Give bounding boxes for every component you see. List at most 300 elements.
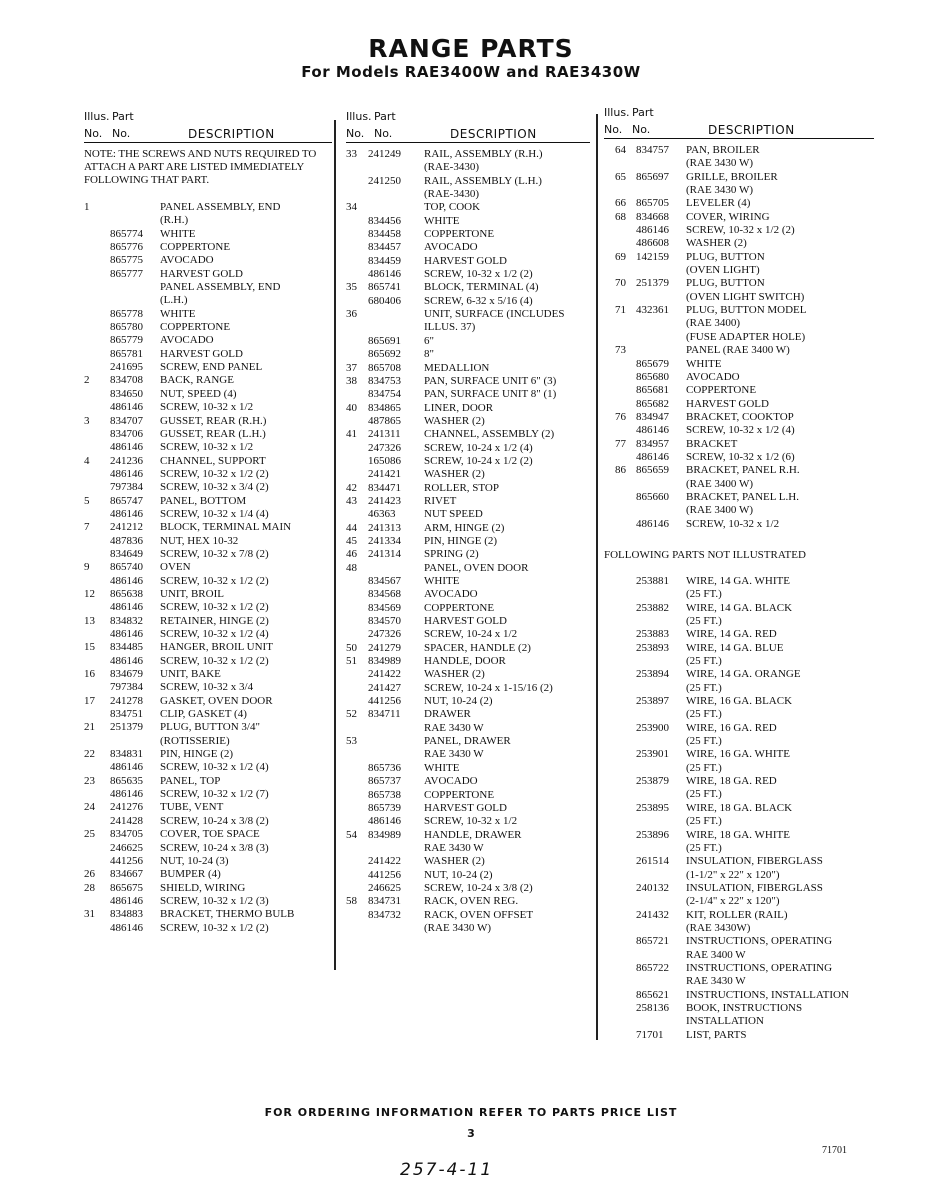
part-description: PLUG, BUTTON (OVEN LIGHT) (686, 250, 765, 277)
part-description: SCREW, 10-32 x 1/2 (424, 815, 518, 828)
part-row (84, 455, 332, 468)
header-rule (604, 138, 874, 139)
illus-number: 23 (84, 774, 95, 787)
part-number: 241427 (368, 681, 401, 694)
part-row (604, 518, 874, 531)
part-row (346, 241, 590, 254)
part-number: 165086 (368, 454, 401, 467)
part-row (346, 255, 590, 268)
part-number: 865675 (110, 881, 143, 894)
part-row (346, 869, 590, 882)
part-description: AVOCADO (424, 588, 478, 601)
part-row (346, 602, 590, 615)
part-description: SCREW, 10-32 x 1/2 (4) (686, 424, 795, 437)
part-number: 865692 (368, 348, 401, 361)
part-number: 241236 (110, 454, 143, 467)
part-number: 834947 (636, 410, 669, 423)
illus-number: 50 (346, 641, 357, 654)
part-number: 486146 (110, 761, 143, 774)
part-description: NUT, SPEED (4) (160, 387, 237, 400)
illus-number: 70 (615, 277, 626, 290)
part-number: 241276 (110, 801, 143, 814)
part-row (604, 722, 874, 749)
part-row (604, 144, 874, 171)
part-row (346, 455, 590, 468)
part-description: BRACKET, PANEL R.H. (RAE 3400 W) (686, 464, 800, 490)
page-subtitle: For Models RAE3400W and RAE3430W (301, 63, 641, 81)
part-row (346, 708, 590, 735)
illus-number: 45 (346, 534, 357, 547)
part-number: 486146 (110, 507, 143, 520)
part-row (346, 682, 590, 695)
part-description: PAN, SURFACE UNIT 8" (1) (424, 388, 557, 401)
part-number: 865682 (636, 397, 669, 410)
part-description: RAIL, ASSEMBLY (L.H.) (RAE-3430) (424, 174, 542, 201)
part-row (604, 251, 874, 278)
part-row (604, 411, 874, 424)
parts-list (604, 144, 874, 531)
part-row (84, 828, 332, 841)
part-row (84, 708, 332, 721)
illus-number: 86 (615, 464, 626, 477)
part-row (84, 842, 332, 855)
part-row (604, 398, 874, 411)
part-row (346, 615, 590, 628)
part-row (346, 268, 590, 281)
illus-number: 1 (84, 201, 90, 213)
part-description: COPPERTONE (424, 788, 495, 801)
part-row (84, 481, 332, 494)
part-description: WASHER (2) (424, 855, 485, 868)
part-number: 142159 (636, 250, 669, 263)
part-number: 241311 (368, 428, 401, 441)
illus-number: 66 (615, 197, 626, 210)
part-row (84, 308, 332, 321)
part-description: BUMPER (4) (160, 868, 221, 881)
part-description: GASKET, OVEN DOOR (160, 694, 273, 707)
part-number: 865737 (368, 775, 401, 788)
part-row (346, 281, 590, 294)
part-row (346, 295, 590, 308)
part-row (604, 775, 874, 802)
part-description: SCREW, 10-24 x 1/2 (2) (424, 454, 533, 467)
part-row (84, 588, 332, 601)
part-row (346, 628, 590, 641)
illus-number: 3 (84, 414, 90, 427)
part-number: 241249 (368, 148, 401, 160)
part-number: 834731 (368, 895, 401, 908)
part-row (346, 308, 590, 335)
part-number: 834459 (368, 254, 401, 267)
parts-list (346, 148, 590, 935)
part-number: 432361 (636, 304, 669, 317)
part-description: AVOCADO (424, 241, 478, 254)
part-row (346, 482, 590, 495)
part-description: SCREW, 10-32 x 1/2 (6) (686, 450, 795, 463)
part-number: 797384 (110, 481, 143, 494)
part-number: 241432 (636, 908, 669, 921)
part-row (84, 508, 332, 521)
part-number: 865635 (110, 774, 143, 787)
parts-list (84, 201, 332, 935)
part-description: INSULATION, FIBERGLASS (1-1/2" x 22" x 120") (686, 855, 823, 881)
part-number: 865739 (368, 801, 401, 814)
part-number: 865659 (636, 464, 669, 477)
part-number: 834757 (636, 144, 669, 156)
part-row (84, 495, 332, 508)
part-row (604, 424, 874, 437)
part-row (346, 548, 590, 561)
part-number: 486146 (110, 921, 143, 934)
part-number: 834456 (368, 214, 401, 227)
part-description: HARVEST GOLD (160, 267, 243, 280)
part-description: AVOCADO (160, 334, 214, 347)
part-label: Part (632, 106, 654, 119)
part-row (84, 908, 332, 921)
part-description: SCREW, 10-24 x 1/2 (4) (424, 441, 533, 454)
part-description: WHITE (160, 227, 196, 240)
part-description: TUBE, VENT (160, 801, 224, 814)
part-label: Part (374, 110, 396, 123)
part-row (346, 522, 590, 535)
part-row (346, 175, 590, 202)
part-row (604, 642, 874, 669)
part-number: 487836 (110, 534, 143, 547)
part-description: HANGER, BROIL UNIT (160, 641, 273, 654)
part-row (604, 909, 874, 936)
part-row (84, 668, 332, 681)
part-description: ROLLER, STOP (424, 481, 499, 494)
part-description: PANEL (RAE 3400 W) (686, 344, 790, 357)
part-description: HARVEST GOLD (160, 347, 243, 360)
part-description: NUT, 10-24 (3) (160, 854, 229, 867)
part-description: BRACKET, PANEL L.H. (RAE 3400 W) (686, 490, 799, 517)
part-row (84, 721, 332, 748)
part-row (346, 535, 590, 548)
part-row (346, 402, 590, 415)
header-rule (346, 142, 590, 143)
illus-number: 25 (84, 828, 95, 841)
part-row (84, 321, 332, 334)
part-description: GUSSET, REAR (L.H.) (160, 427, 266, 440)
part-number: 258136 (636, 1001, 669, 1014)
part-description: SCREW, 10-32 x 1/2 (2) (686, 224, 795, 237)
part-description: WASHER (2) (686, 237, 747, 250)
part-row (346, 415, 590, 428)
part-number: 253896 (636, 828, 669, 841)
part-row (346, 575, 590, 588)
part-description: COVER, WIRING (686, 210, 770, 223)
part-row (346, 215, 590, 228)
part-description: 8" (424, 348, 434, 361)
illus-number: 36 (346, 308, 357, 321)
part-number: 486146 (636, 517, 669, 530)
not-illustrated-heading: FOLLOWING PARTS NOT ILLUSTRATED (604, 548, 806, 561)
part-row (604, 277, 874, 304)
part-number: 241279 (368, 641, 401, 654)
part-row (604, 935, 874, 962)
part-row (84, 348, 332, 361)
illus-number: 21 (84, 721, 95, 734)
illus-number: 41 (346, 428, 357, 441)
part-number: 834458 (368, 228, 401, 241)
part-number: 834649 (110, 547, 143, 560)
part-number: 865747 (110, 494, 143, 507)
illus-number: 37 (346, 361, 357, 374)
part-description: AVOCADO (160, 254, 214, 267)
part-number: 865722 (636, 961, 669, 974)
part-description: WIRE, 18 GA. RED (25 FT.) (686, 775, 777, 801)
handwritten-annotation: 257-4-11 (400, 1160, 494, 1180)
part-row (346, 642, 590, 655)
part-number: 865774 (110, 227, 143, 240)
illus-label: Illus. (604, 106, 630, 119)
part-row (346, 829, 590, 856)
part-row (604, 829, 874, 856)
part-number: 71701 (636, 1028, 664, 1041)
part-description: SPACER, HANDLE (2) (424, 641, 531, 654)
column-header (604, 104, 874, 138)
part-description: SCREW, 10-32 x 1/2 (2) (160, 921, 269, 934)
part-description: WIRE, 14 GA. WHITE (25 FT.) (686, 574, 790, 601)
illus-number: 2 (84, 374, 90, 387)
part-description: COPPERTONE (686, 384, 757, 397)
part-row (346, 588, 590, 601)
part-description: SCREW, 10-32 x 1/2 (2) (160, 654, 269, 667)
not-illustrated-list (604, 575, 874, 1042)
part-description: CHANNEL, ASSEMBLY (2) (424, 428, 555, 441)
document-number: 71701 (822, 1145, 847, 1156)
illus-number: 5 (84, 494, 90, 507)
part-number: 865705 (636, 197, 669, 210)
part-number: 241212 (110, 521, 143, 534)
part-description: SCREW, 10-32 x 1/2 (2) (160, 467, 269, 480)
part-description: WIRE, 16 GA. WHITE (25 FT.) (686, 748, 790, 774)
part-description: PIN, HINGE (2) (160, 748, 234, 761)
part-number: 251379 (110, 721, 143, 734)
part-number: 46363 (368, 508, 396, 521)
part-number: 486146 (368, 268, 401, 281)
part-number: 241313 (368, 521, 401, 534)
illus-number: 28 (84, 881, 95, 894)
part-row (84, 254, 332, 267)
part-description: PANEL ASSEMBLY, END (R.H.) (160, 201, 281, 227)
part-description: SCREW, 10-32 x 1/2 (7) (160, 788, 269, 801)
part-number: 834485 (110, 641, 143, 654)
part-description: HARVEST GOLD (424, 801, 507, 814)
part-row (84, 441, 332, 454)
part-number: 834667 (110, 868, 143, 881)
part-row (84, 882, 332, 895)
part-description: GRILLE, BROILER (RAE 3430 W) (686, 170, 778, 197)
illus-number: 24 (84, 801, 95, 814)
part-row (346, 909, 590, 936)
part-description: SCREW, 10-32 x 1/2 (2) (160, 601, 269, 614)
part-description: SCREW, 10-32 x 3/4 (2) (160, 481, 269, 494)
description-label: DESCRIPTION (708, 123, 795, 137)
column-divider (596, 114, 598, 1040)
part-description: PLUG, BUTTON MODEL (RAE 3400) (FUSE ADAPTER HOLE) (686, 304, 807, 343)
part-number: 241334 (368, 534, 401, 547)
part-description: WIRE, 16 GA. BLACK (25 FT.) (686, 695, 793, 721)
part-number: 253900 (636, 721, 669, 734)
part-number: 441256 (110, 854, 143, 867)
part-label: Part (112, 110, 134, 123)
part-row (84, 695, 332, 708)
part-row (604, 628, 874, 641)
part-description: INSTRUCTIONS, INSTALLATION (686, 988, 849, 1001)
part-number: 865778 (110, 307, 143, 320)
part-description: RETAINER, HINGE (2) (160, 614, 269, 627)
part-description: SCREW, 10-32 x 1/2 (2) (160, 574, 269, 587)
part-row (346, 508, 590, 521)
part-row (84, 788, 332, 801)
part-description: WIRE, 18 GA. BLACK (25 FT.) (686, 801, 793, 828)
part-description: INSTRUCTIONS, OPERATING RAE 3400 W (686, 935, 833, 961)
part-description: HARVEST GOLD (424, 615, 507, 628)
part-row (604, 962, 874, 989)
part-row (346, 388, 590, 401)
part-number: 834457 (368, 241, 401, 254)
part-number: 834957 (636, 437, 669, 450)
part-number: 865781 (110, 347, 143, 360)
part-description: PANEL, BOTTOM (160, 494, 247, 507)
part-row (84, 801, 332, 814)
part-description: BRACKET, THERMO BULB (160, 908, 295, 921)
part-number: 834569 (368, 601, 401, 614)
part-number: 865691 (368, 334, 401, 347)
column-divider (334, 120, 336, 970)
part-description: HANDLE, DRAWER RAE 3430 W (424, 828, 522, 854)
part-row (604, 344, 874, 357)
illus-number: 34 (346, 201, 357, 214)
part-row (84, 361, 332, 374)
illus-number: 12 (84, 587, 95, 600)
illus-number: 15 (84, 641, 95, 654)
part-row (346, 562, 590, 575)
part-number: 834568 (368, 588, 401, 601)
part-number: 680406 (368, 294, 401, 307)
illus-number: 48 (346, 561, 357, 574)
part-number: 865740 (110, 561, 143, 574)
part-row (346, 882, 590, 895)
part-number: 253883 (636, 628, 669, 641)
header-rule (84, 142, 332, 143)
part-number: 865780 (110, 321, 143, 334)
part-row (346, 695, 590, 708)
illus-number: 53 (346, 735, 357, 748)
part-description: PAN, BROILER (RAE 3430 W) (686, 144, 760, 170)
part-row (346, 148, 590, 175)
illus-number: 51 (346, 655, 357, 668)
part-no-label: No. (632, 123, 651, 136)
part-row (84, 281, 332, 308)
part-row (604, 882, 874, 909)
part-number: 241421 (368, 468, 401, 481)
part-row (346, 802, 590, 815)
part-description: WIRE, 14 GA. BLUE (25 FT.) (686, 641, 784, 668)
part-description: SCREW, 6-32 x 5/16 (4) (424, 294, 533, 307)
part-number: 253901 (636, 748, 669, 761)
illus-no-label: No. (604, 123, 623, 136)
part-number: 251379 (636, 277, 669, 290)
illus-number: 40 (346, 401, 357, 414)
part-number: 834679 (110, 668, 143, 681)
part-row (346, 762, 590, 775)
illus-number: 16 (84, 668, 95, 681)
part-number: 486146 (110, 574, 143, 587)
part-row (604, 1002, 874, 1029)
part-number: 253895 (636, 801, 669, 814)
illus-number: 33 (346, 148, 357, 160)
illus-number: 54 (346, 828, 357, 841)
part-description: BOOK, INSTRUCTIONS INSTALLATION (686, 1001, 803, 1028)
part-description: CLIP, GASKET (4) (160, 708, 247, 721)
illus-label: Illus. (84, 110, 110, 123)
part-description: GUSSET, REAR (R.H.) (160, 414, 267, 427)
part-row (604, 371, 874, 384)
part-row (604, 451, 874, 464)
part-number: 486146 (110, 654, 143, 667)
part-description: BRACKET, COOKTOP (686, 410, 794, 423)
part-description: PLUG, BUTTON 3/4" (ROTISSERIE) (160, 721, 260, 747)
part-number: 241695 (110, 361, 143, 374)
part-row (604, 802, 874, 829)
part-description: TOP, COOK (424, 201, 481, 214)
part-row (346, 348, 590, 361)
illus-label: Illus. (346, 110, 372, 123)
illus-number: 46 (346, 548, 357, 561)
part-description: WASHER (2) (424, 668, 485, 681)
part-row (84, 855, 332, 868)
part-number: 865738 (368, 788, 401, 801)
part-description: PANEL ASSEMBLY, END (L.H.) (160, 281, 281, 307)
part-row (84, 374, 332, 387)
part-description: ARM, HINGE (2) (424, 521, 505, 534)
part-row (84, 815, 332, 828)
part-row (346, 495, 590, 508)
part-number: 247326 (368, 628, 401, 641)
part-row (604, 384, 874, 397)
part-row (604, 224, 874, 237)
part-row (346, 775, 590, 788)
part-row (346, 428, 590, 441)
part-number: 486146 (636, 224, 669, 237)
part-description: SCREW, 10-24 x 3/8 (2) (160, 814, 269, 827)
part-number: 261514 (636, 855, 669, 868)
part-row (346, 735, 590, 762)
part-row (84, 655, 332, 668)
part-description: WASHER (2) (424, 414, 485, 427)
illus-number: 69 (615, 250, 626, 263)
part-number: 834708 (110, 374, 143, 387)
part-row (604, 171, 874, 198)
part-number: 487865 (368, 414, 401, 427)
part-number: 486146 (110, 894, 143, 907)
part-row (604, 197, 874, 210)
part-number: 834706 (110, 427, 143, 440)
description-label: DESCRIPTION (188, 127, 275, 141)
part-description: LINER, DOOR (424, 401, 494, 414)
illus-number: 68 (615, 210, 626, 223)
part-row (604, 304, 874, 344)
part-row (84, 415, 332, 428)
part-description: OVEN (160, 561, 191, 574)
part-number: 486146 (636, 424, 669, 437)
part-number: 834711 (368, 708, 401, 721)
part-row (346, 789, 590, 802)
part-description: SPRING (2) (424, 548, 479, 561)
